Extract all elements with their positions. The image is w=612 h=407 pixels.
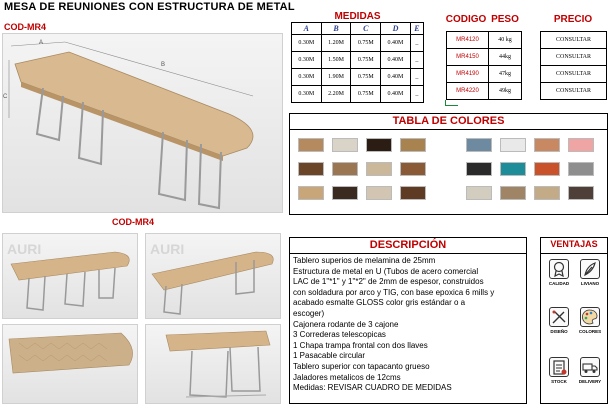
color-swatch [332,186,358,200]
ventajas-header: VENTAJAS [550,239,598,249]
table-cell: 1.50M [321,52,351,69]
product-photo-1 [2,233,138,319]
advantage-stock [546,357,572,384]
description-line: Estructura de metal en U (Tubos de acero comercial [293,266,479,276]
weight-cell: 40 kg [489,32,522,49]
table-row [541,66,607,83]
precio-table [540,31,607,100]
table-cell: 0.30M [292,86,322,103]
advantage-label: DISEÑO [550,329,568,334]
dimension-c-label: C [3,94,8,100]
product-photo-2 [145,233,281,319]
column-header-c: C [351,23,381,35]
palette-icon [580,307,600,327]
advantage-delivery [577,357,603,384]
color-swatch [500,162,526,176]
table-cell: 0.30M [292,69,322,86]
weight-cell: 47kg [489,66,522,83]
advantage-label: DELIVERY [578,379,602,384]
advantage-label: STOCK [551,379,567,384]
description-line: Tablero superior con tapacanto grueso [293,361,430,371]
advantage-design [546,307,572,334]
product-code-cell: MR4120 [447,32,489,49]
table-row [541,32,607,49]
price-cell: CONSULTAR [541,49,607,66]
product-code-label: COD-MR4 [4,22,46,32]
description-line: escoger) [293,308,325,318]
description-line: 1 Pasacable circular [293,351,366,361]
column-header-d: D [381,23,411,35]
quality-icon [549,259,569,279]
column-header-a: A [292,23,322,35]
dimension-a-label: A [39,40,44,46]
table-row [447,83,522,100]
advantage-label: COLORES [578,329,602,334]
color-swatch [534,186,560,200]
table-cell: 2.20M [321,86,351,103]
price-cell: CONSULTAR [541,83,607,100]
advantage-quality [546,259,572,286]
table-cell: _ [410,69,423,86]
table-cell: 0.40M [381,52,411,69]
column-header-b: B [321,23,351,35]
product-code-label-secondary: COD-MR4 [112,217,154,227]
table-row [447,49,522,66]
header-divider [290,129,607,130]
watermark-text: AURI [150,241,185,257]
color-swatch [298,162,324,176]
color-swatch [400,186,426,200]
descripcion-header: DESCRIPCIÓN [369,239,447,251]
weight-cell: 49kg [489,83,522,100]
advantage-light [577,259,603,286]
medidas-header: MEDIDAS [334,11,381,22]
color-swatch [466,186,492,200]
page-title: MESA DE REUNIONES CON ESTRUCTURA DE METAL [4,1,295,13]
color-swatch [366,162,392,176]
table-drawing [3,34,283,213]
description-line: acabado esmalte GLOSS color gris estándar o a [293,298,466,308]
table-cell: 0.75M [351,69,381,86]
advantage-label: LIVIANO [580,281,600,286]
table-cell: 1.20M [321,35,351,52]
header-divider [290,253,526,254]
table-cell: 0.30M [292,52,322,69]
description-line: Tablero superios de melamina de 25mm [293,256,436,265]
description-line: LAC de 1"*1" y 1"*2" de 2mm de espesor, construidos [293,277,484,287]
codigo-header: CODIGO [445,14,487,25]
table-row [292,69,424,86]
price-cell: CONSULTAR [541,66,607,83]
advantage-colors [577,307,603,334]
advantage-label: CALIDAD [548,281,570,286]
product-code-cell: MR4190 [447,66,489,83]
dimension-b-label: B [161,62,166,68]
table-cell: 0.75M [351,35,381,52]
color-swatch [500,186,526,200]
selection-marker [445,100,458,106]
color-chart-panel [289,113,608,215]
color-swatch [568,186,594,200]
price-cell: CONSULTAR [541,32,607,49]
design-icon [549,307,569,327]
table-cell: _ [410,35,423,52]
description-line: Cajonera rodante de 3 cajone [293,319,399,329]
table-cell: 0.40M [381,86,411,103]
table-cell: _ [410,52,423,69]
table-cell: 0.40M [381,69,411,86]
description-line: 3 Correderas telescopicas [293,330,386,340]
color-swatch [400,138,426,152]
table-row [447,32,522,49]
main-product-photo [2,33,283,213]
color-swatch [568,138,594,152]
table-row [292,86,424,103]
color-swatch [500,138,526,152]
stock-icon [549,357,569,377]
table-cell: 0.30M [292,35,322,52]
table-cell: 0.75M [351,52,381,69]
colores-header: TABLA DE COLORES [392,115,505,127]
color-swatch [534,138,560,152]
medidas-table [291,22,424,103]
description-panel [289,237,527,404]
color-swatch [298,186,324,200]
medidas-column-row [292,23,424,35]
peso-header: PESO [491,14,519,25]
precio-header: PRECIO [553,14,593,25]
table-row [292,52,424,69]
delivery-icon [580,357,600,377]
column-header-e: E [410,23,423,35]
table-cell: 0.75M [351,86,381,103]
header-divider [541,253,607,254]
product-code-cell: MR4150 [447,49,489,66]
watermark-text: AURI [7,241,42,257]
color-swatch [568,162,594,176]
table-row [541,49,607,66]
weight-cell: 44kg [489,49,522,66]
color-swatch [298,138,324,152]
table-row [447,66,522,83]
color-swatch [534,162,560,176]
color-swatch [332,162,358,176]
advantages-panel [540,237,608,404]
table-row [541,83,607,100]
description-line: Jaladores metalicos de 12cms [293,372,401,382]
color-swatch [466,162,492,176]
product-photo-3 [2,324,138,404]
product-photo-4 [145,324,281,404]
product-code-cell: MR4220 [447,83,489,100]
description-line: 1 Chapa trampa frontal con dos llaves [293,340,428,350]
table-cell: 1.90M [321,69,351,86]
color-swatch [332,138,358,152]
table-cell: _ [410,86,423,103]
description-body [293,256,494,394]
color-swatch [366,138,392,152]
color-swatch [366,186,392,200]
feather-icon [580,259,600,279]
table-row [292,35,424,52]
color-swatch [466,138,492,152]
codigo-table [446,31,522,100]
color-swatch [400,162,426,176]
description-line: Medidas: REVISAR CUADRO DE MEDIDAS [293,383,452,393]
table-cell: 0.40M [381,35,411,52]
description-line: con soldadura por arco y TIG, con base epoxica 6 mills y [293,287,495,297]
